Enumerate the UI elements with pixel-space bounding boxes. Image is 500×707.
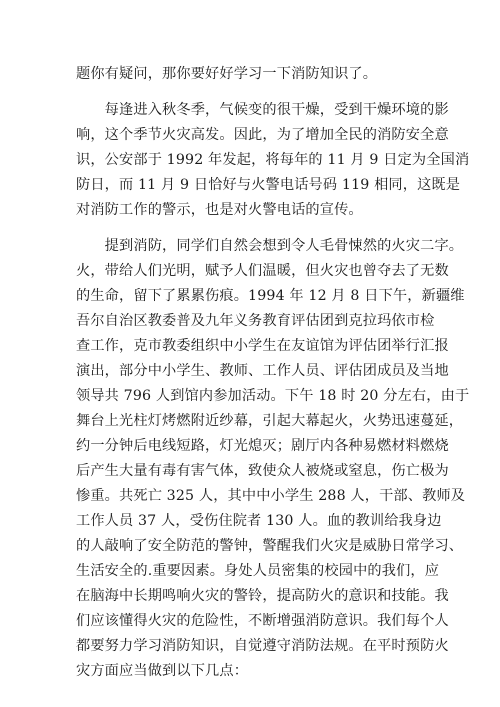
text-line: 演出，部分中小学生、教师、工作人员、评估团成员及当地 — [76, 363, 449, 379]
text-line: 题你有疑问，那你要好好学习一下消防知识了。 — [76, 66, 378, 82]
text-line: 查工作，克市教委组织中小学生在友谊馆为评估团举行汇报 — [76, 338, 449, 354]
text-line: 工作人员 37 人，受伤住院者 130 人。血的教训给我身边 — [76, 513, 442, 529]
text-line: 灾方面应当做到以下几点： — [76, 663, 249, 679]
paragraph-1 — [76, 62, 426, 87]
text-line: 防日，而 11 月 9 日恰好与火警电话号码 119 相同，这既是 — [76, 177, 461, 193]
text-line: 对消防工作的警示，也是对火警电话的宣传。 — [76, 202, 363, 218]
paragraph-2 — [76, 98, 470, 223]
text-line: 火，带给人们光明，赋予人们温暖，但火灾也曾夺去了无数 — [76, 263, 449, 279]
text-line: 吾尔自治区教委普及九年义务教育评估团到克拉玛依市检 — [76, 313, 435, 329]
text-line: 舞台上光柱灯烤燃附近纱幕，引起大幕起火，火势迅速蔓延， — [76, 413, 464, 429]
document-page — [76, 62, 470, 684]
text-line: 约一分钟后电线短路，灯光熄灭；剧厅内各种易燃材料燃烧 — [76, 438, 449, 454]
text-line: 响，这个季节火灾高发。因此，为了增加全民的消防安全意 — [76, 127, 449, 143]
text-line: 生活安全的.重要因素。身处人员密集的校园中的我们，应 — [76, 563, 440, 579]
text-line: 每逢进入秋冬季，气候变的很干燥，受到干燥环境的影 — [76, 102, 449, 118]
text-line: 识，公安部于 1992 年发起，将每年的 11 月 9 日定为全国消 — [76, 152, 470, 168]
text-line: 惨重。共死亡 325 人，其中中小学生 288 人，干部、教师及 — [76, 488, 466, 504]
text-line: 领导共 796 人到馆内参加活动。下午 18 时 20 分左右，由于 — [76, 388, 470, 404]
paragraph-gap — [76, 223, 426, 234]
text-line: 们应该懂得火灾的危险性，不断增强消防意识。我们每个人 — [76, 613, 449, 629]
text-line: 都要努力学习消防知识，自觉遵守消防法规。在平时预防火 — [76, 638, 449, 654]
text-line: 在脑海中长期鸣响火灾的警铃，提高防火的意识和技能。我 — [76, 588, 449, 604]
text-line: 的人敲响了安全防范的警钟，警醒我们火灾是威胁日常学习、 — [76, 538, 464, 554]
paragraph-gap — [76, 87, 426, 98]
text-line: 的生命，留下了累累伤痕。1994 年 12 月 8 日下午，新疆维 — [76, 288, 465, 304]
text-line: 提到消防，同学们自然会想到令人毛骨悚然的火灾二字。 — [76, 238, 464, 254]
text-line: 后产生大量有毒有害气体，致使众人被烧或窒息，伤亡极为 — [76, 463, 449, 479]
paragraph-3 — [76, 234, 470, 684]
